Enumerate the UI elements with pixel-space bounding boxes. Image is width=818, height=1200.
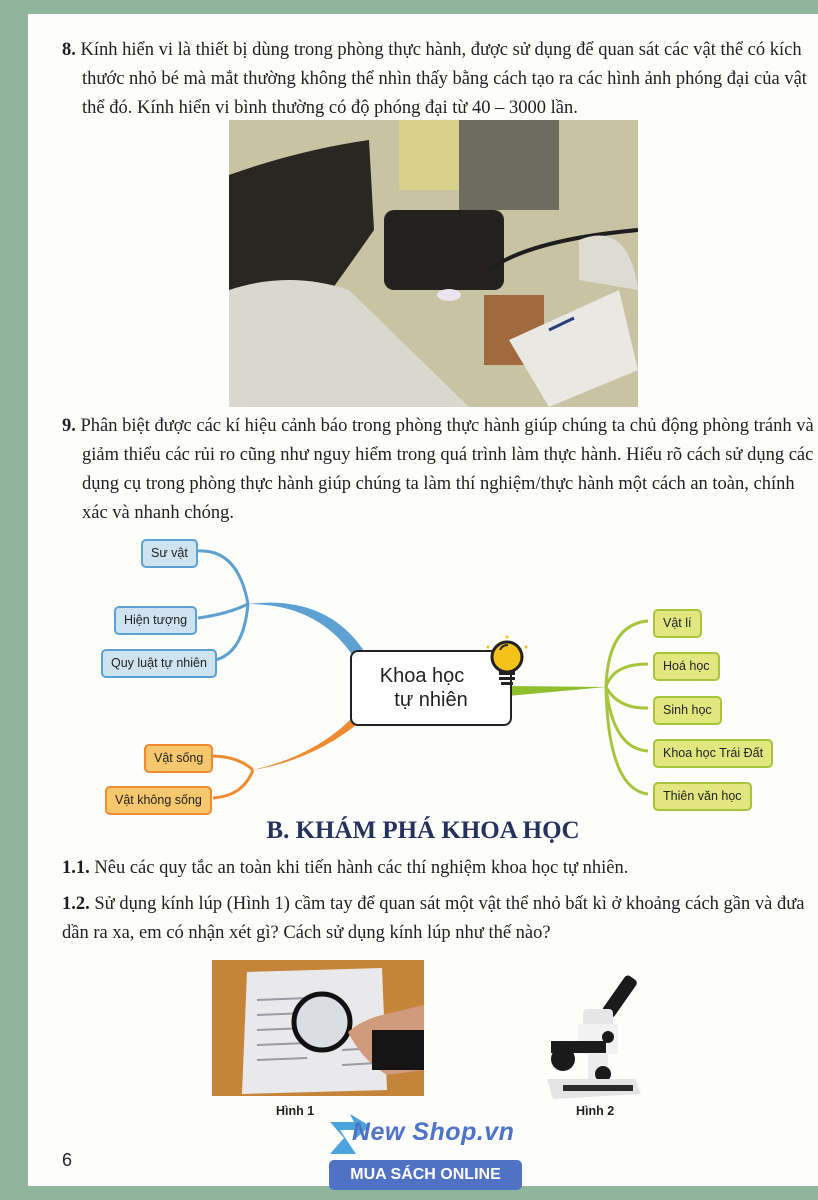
question-1-1 (62, 854, 818, 883)
item-8 (62, 36, 818, 123)
item-9 (62, 412, 818, 528)
node-vat-li: Vật lí (653, 609, 702, 638)
lightbulb-icon (482, 635, 532, 691)
orange-branch-lines (210, 756, 253, 798)
blue-branch-lines (198, 551, 248, 661)
center-line-2: tự nhiên (394, 689, 468, 711)
mua-sach-online-button[interactable]: MUA SÁCH ONLINE (329, 1160, 522, 1190)
section-title: B. KHÁM PHÁ KHOA HỌC (266, 817, 580, 844)
question-1-2-text: Sử dụng kính lúp (Hình 1) cầm tay để quan sát một vật thể nhỏ bất kì ở khoảng cách gần và đưa dần ra xa, em có nhận xét gì? Cách sử dụng kính lúp như thế nào? (62, 894, 805, 943)
item-8-text: Kính hiển vi là thiết bị dùng trong phòng thực hành, được sử dụng để quan sát các vật thể có kích thước nhỏ bé mà mắt thường không thể nhìn thấy bằng cách tạo ra các hình ảnh phóng đại của vật thể đó. Kính hiển vi bình thường có độ phóng đại từ 40 – 3000 lần. (80, 40, 807, 118)
textbook-page (28, 14, 818, 1186)
node-su-vat: Sư vật (141, 539, 198, 568)
figure-2-caption: Hình 2 (576, 1104, 615, 1118)
node-vat-khong-song: Vật không sống (105, 786, 212, 815)
node-hien-tuong: Hiện tượng (114, 606, 197, 635)
item-8-number: 8. (62, 40, 76, 60)
question-1-2-number: 1.2. (62, 894, 90, 914)
orange-main-branch (253, 720, 360, 770)
microscope-photo (543, 969, 643, 1109)
item-9-text: Phân biệt được các kí hiệu cảnh báo trong phòng thực hành giúp chúng ta chủ động phòng tránh và giảm thiểu các rủi ro cũng như nguy hiểm trong quá trình làm thực hành. Hiểu rõ cách sử dụng các dụng cụ trong phòng thực hành giúp chúng ta làm thí nghiệm/thực hành một cách an toàn, chính xác và nhanh chóng. (80, 416, 814, 523)
node-hoa-hoc: Hoá học (653, 652, 720, 681)
mind-map (88, 534, 768, 824)
node-thien-van-hoc: Thiên văn học (653, 782, 752, 811)
node-sinh-hoc: Sinh học (653, 696, 722, 725)
center-line-1: Khoa học (379, 665, 465, 687)
magnifying-glass-photo (212, 960, 424, 1096)
question-1-1-text: Nêu các quy tắc an toàn khi tiến hành các thí nghiệm khoa học tự nhiên. (94, 858, 629, 878)
node-khoa-hoc-trai-dat: Khoa học Trái Đất (653, 739, 773, 768)
figure-1-caption: Hình 1 (276, 1104, 315, 1118)
green-branch-lines (606, 621, 648, 794)
node-vat-song: Vật sống (144, 744, 213, 773)
microscope-lab-photo (229, 120, 638, 407)
blue-main-branch (248, 603, 366, 656)
question-1-2 (62, 890, 818, 948)
node-quy-luat-tu-nhien: Quy luật tự nhiên (101, 649, 217, 678)
page-number: 6 (62, 1150, 73, 1170)
newshop-watermark-brand: New Shop.vn (352, 1118, 515, 1146)
question-1-1-number: 1.1. (62, 858, 90, 878)
item-9-number: 9. (62, 416, 76, 436)
